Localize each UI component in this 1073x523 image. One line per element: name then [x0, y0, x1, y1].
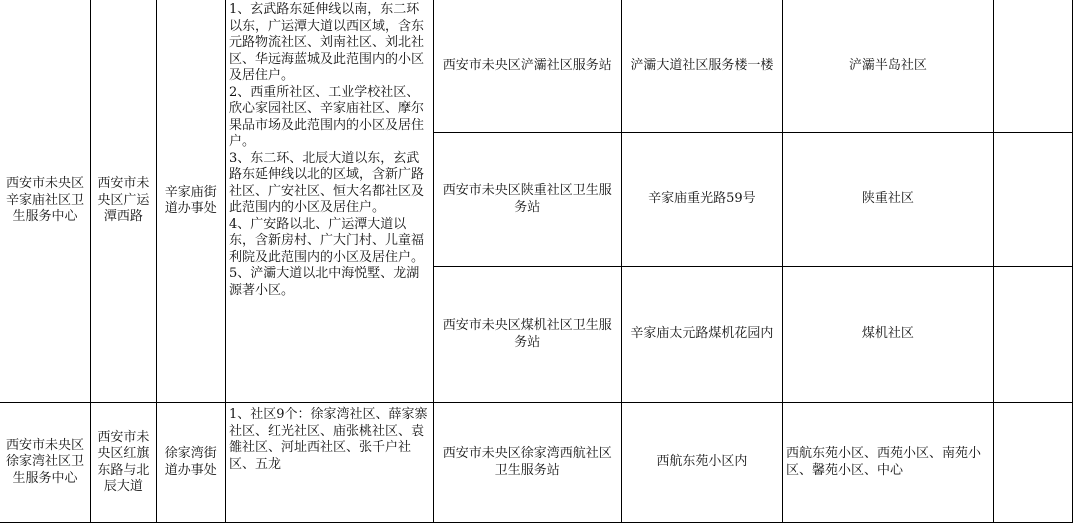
scope-cell: 1、玄武路东延伸线以南，东二环以东，广运潭大道以西区域，含东元路物流社区、刘南社区、刘北社区、华远海蓝城及此范围内的小区及居住户。 2、西重所社区、工业学校社区、欣心家园社区、辛家庙社区、摩尔果品市场及此范围内的小区及居住户。 3、东二环、北辰大道以东，玄武路东延伸线以北的区域，含新广路社区、广安社区、恒大名都社区及此范围内的小区及居住户。 4、广安路以北、广运潭大道以东，含新房村、广大门村、儿童福利院及此范围内的小区及居住户。 5、浐灞大道以北中海悦墅、龙湖源著小区。: [225, 0, 433, 403]
branch-cell: 西安市未央区广运潭西路: [91, 0, 156, 403]
office-cell: 辛家庙街道办事处: [156, 0, 225, 403]
station-address-cell: 浐灞大道社区服务楼一楼: [621, 0, 782, 133]
station-name-cell: 西安市未央区徐家湾西航社区卫生服务站: [433, 403, 621, 523]
empty-cell: [993, 0, 1072, 133]
station-address-cell: 辛家庙太元路煤机花园内: [621, 267, 782, 403]
station-name-cell: 西安市未央区浐灞社区服务站: [433, 0, 621, 133]
station-name-cell: 西安市未央区煤机社区卫生服务站: [433, 267, 621, 403]
table-row: [0, 403, 1073, 523]
station-area-cell: 浐灞半岛社区: [783, 0, 994, 133]
empty-cell: [993, 267, 1072, 403]
empty-cell: [993, 403, 1072, 523]
station-address-cell: 辛家庙重光路59号: [621, 133, 782, 267]
station-area-cell: 煤机社区: [783, 267, 994, 403]
office-cell: 徐家湾街道办事处: [156, 403, 225, 523]
scope-cell: 1、社区9个：徐家湾社区、薛家寨社区、红光社区、庙张桃社区、袁雒社区、河址西社区、张千户社区、五龙: [225, 403, 433, 523]
branch-cell: 西安市未央区红旗东路与北辰大道: [91, 403, 156, 523]
station-area-cell: 西航东苑小区、西苑小区、南苑小区、馨苑小区、中心: [783, 403, 994, 523]
table-row: [0, 0, 1073, 133]
empty-cell: [993, 133, 1072, 267]
center-cell: 西安市未央区徐家湾社区卫生服务中心: [0, 403, 91, 523]
center-cell: 西安市未央区辛家庙社区卫生服务中心: [0, 0, 91, 403]
station-area-cell: 陕重社区: [783, 133, 994, 267]
station-name-cell: 西安市未央区陕重社区卫生服务站: [433, 133, 621, 267]
station-address-cell: 西航东苑小区内: [621, 403, 782, 523]
